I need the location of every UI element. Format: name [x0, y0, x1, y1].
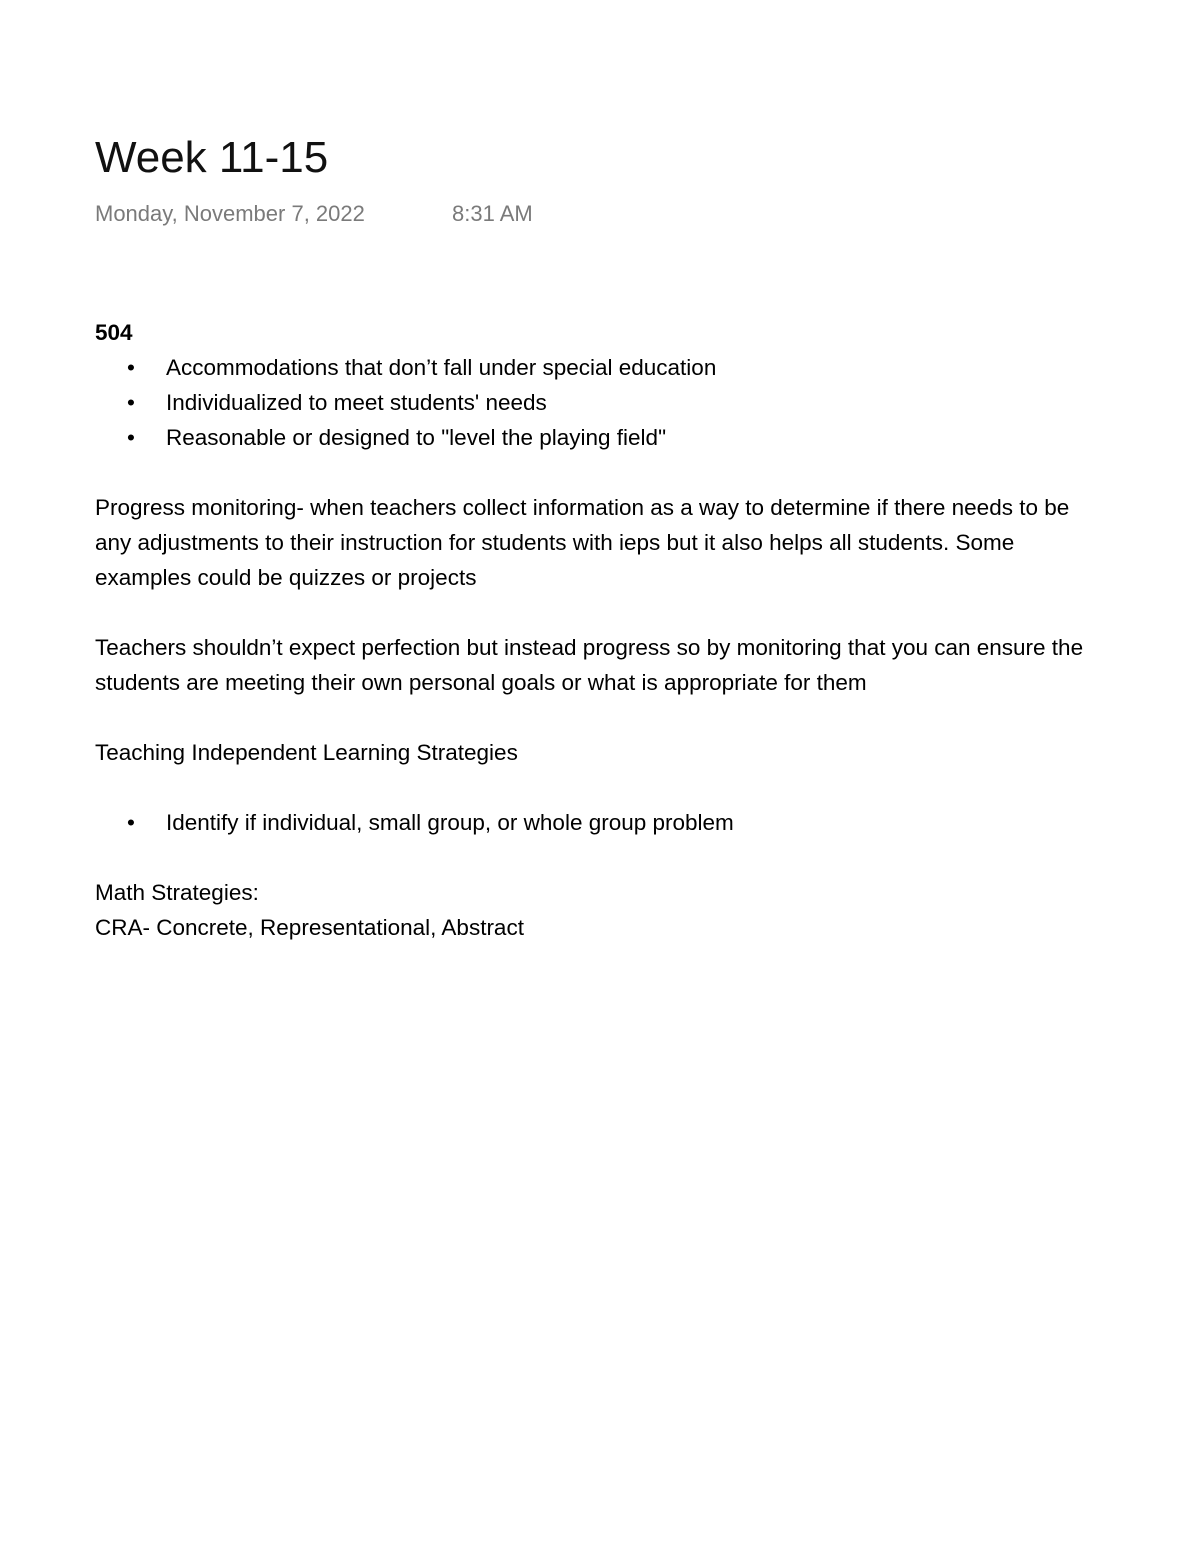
- cra-line: CRA- Concrete, Representational, Abstract: [95, 915, 524, 940]
- progress-monitoring-paragraph: Progress monitoring- when teachers collect information as a way to determine if there needs to be any adjustments to their instruction for students with ieps but it also helps all students. Some examples could be quizzes or projects: [95, 495, 1070, 590]
- expectations-paragraph: Teachers shouldn’t expect perfection but instead progress so by monitoring that you can ensure the students are meeting their own personal goals or what is appropriate for them: [95, 635, 1084, 695]
- page-title: Week 11-15: [95, 133, 329, 182]
- list-item: [95, 420, 1105, 455]
- list-item-text: Reasonable or designed to "level the playing field": [166, 425, 667, 450]
- page-date: Monday, November 7, 2022: [95, 201, 365, 226]
- section-504-list: [95, 350, 1105, 455]
- list-item: [95, 385, 1105, 420]
- spacer: [95, 770, 1105, 805]
- section-504-heading: 504: [95, 320, 133, 345]
- bullet-icon: •: [127, 810, 135, 835]
- page-time: 8:31 AM: [452, 201, 533, 226]
- page-meta: [95, 200, 533, 228]
- note-body: [95, 315, 1105, 945]
- list-item: [95, 350, 1105, 385]
- list-item-text: Accommodations that don’t fall under special education: [166, 355, 717, 380]
- bullet-icon: •: [127, 355, 135, 380]
- independent-learning-list: [95, 805, 1105, 840]
- list-item-text: Identify if individual, small group, or whole group problem: [166, 810, 734, 835]
- math-strategies-heading: Math Strategies:: [95, 880, 259, 905]
- list-item-text: Individualized to meet students' needs: [166, 390, 547, 415]
- bullet-icon: •: [127, 390, 135, 415]
- bullet-icon: •: [127, 425, 135, 450]
- list-item: [95, 805, 1105, 840]
- independent-learning-heading: Teaching Independent Learning Strategies: [95, 740, 518, 765]
